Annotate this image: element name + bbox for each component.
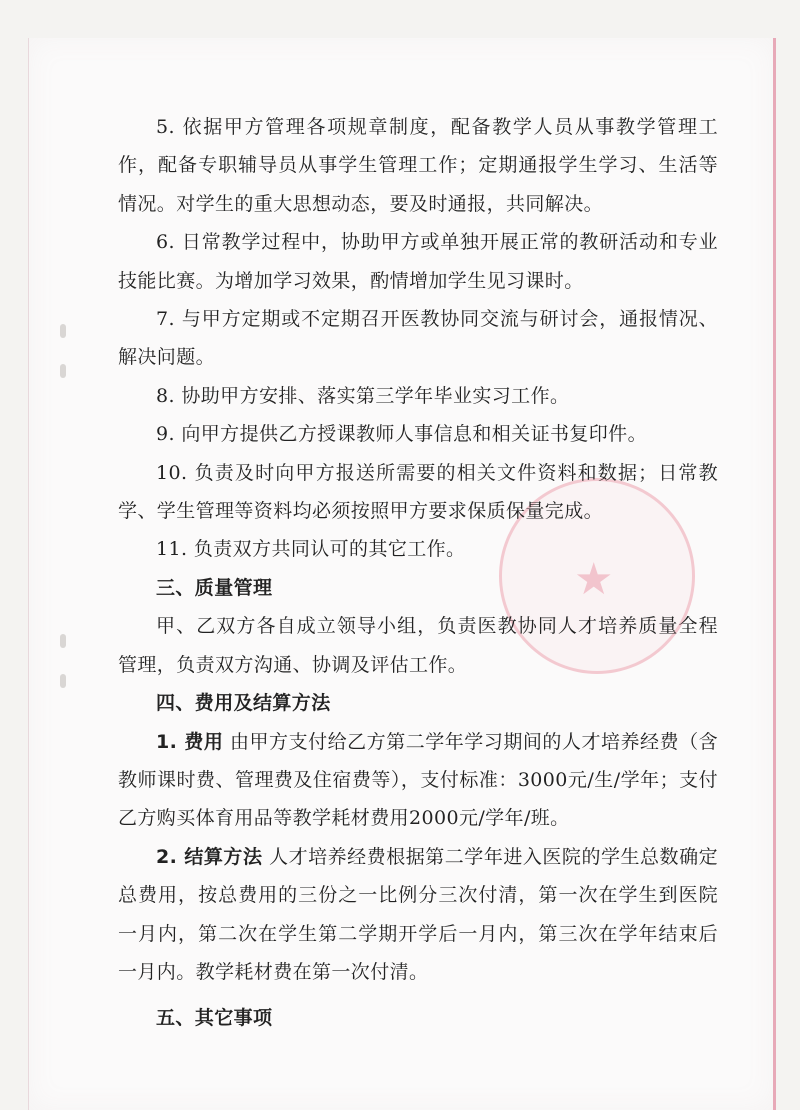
section-quality-body: 甲、乙双方各自成立领导小组，负责医教协同人才培养质量全程管理，负责双方沟通、协调及评估工作。 [118,615,718,676]
fees-item-1-lead: 1. 费用 [156,730,224,753]
section-quality-heading: 三、质量管理 [156,576,273,599]
clause-7: 7. 与甲方定期或不定期召开医教协同交流与研讨会，通报情况、解决问题。 [118,308,718,369]
clause-10: 10. 负责及时向甲方报送所需要的相关文件资料和数据；日常教学、学生管理等资料均必须按照甲方要求保质保量完成。 [118,461,718,523]
binding-hole [60,324,66,338]
fees-item-2-body: 人才培养经费根据第二学年进入医院的学生总数确定总费用，按总费用的三份之一比例分三次付清，第一次在学生到医院一月内，第二次在学生第二学期开学后一月内，第三次在学年结束后一月内。教学耗材费在第一次付清。 [118,845,718,983]
clause-8: 8. 协助甲方安排、落实第三学年毕业实习工作。 [156,384,570,407]
clause-11: 11. 负责双方共同认可的其它工作。 [156,538,466,561]
clause-6: 6. 日常教学过程中，协助甲方或单独开展正常的教研活动和专业技能比赛。为增加学习效果，酌情增加学生见习课时。 [118,231,718,292]
fees-item-2-lead: 2. 结算方法 [156,845,263,868]
seal-star-icon: ★ [574,554,614,605]
binding-hole [60,674,66,688]
document-body [118,108,718,1038]
binding-hole [60,364,66,378]
fees-item-2 [118,838,718,992]
binding-hole [60,634,66,648]
section-other-heading: 五、其它事项 [156,1007,273,1030]
clause-5: 5. 依据甲方管理各项规章制度，配备教学人员从事教学管理工作，配备专职辅导员从事学生管理工作；定期通报学生学习、生活等情况。对学生的重大思想动态，要及时通报，共同解决。 [118,116,718,215]
section-fees-heading: 四、费用及结算方法 [156,692,331,715]
clause-9: 9. 向甲方提供乙方授课教师人事信息和相关证书复印件。 [156,423,647,446]
fees-item-1-body: 由甲方支付给乙方第二学年学习期间的人才培养经费（含教师课时费、管理费及住宿费等），支付标准：3000元/生/学年；支付乙方购买体育用品等教学耗材费用2000元/学年/班。 [118,730,718,830]
fees-item-1 [118,723,718,838]
